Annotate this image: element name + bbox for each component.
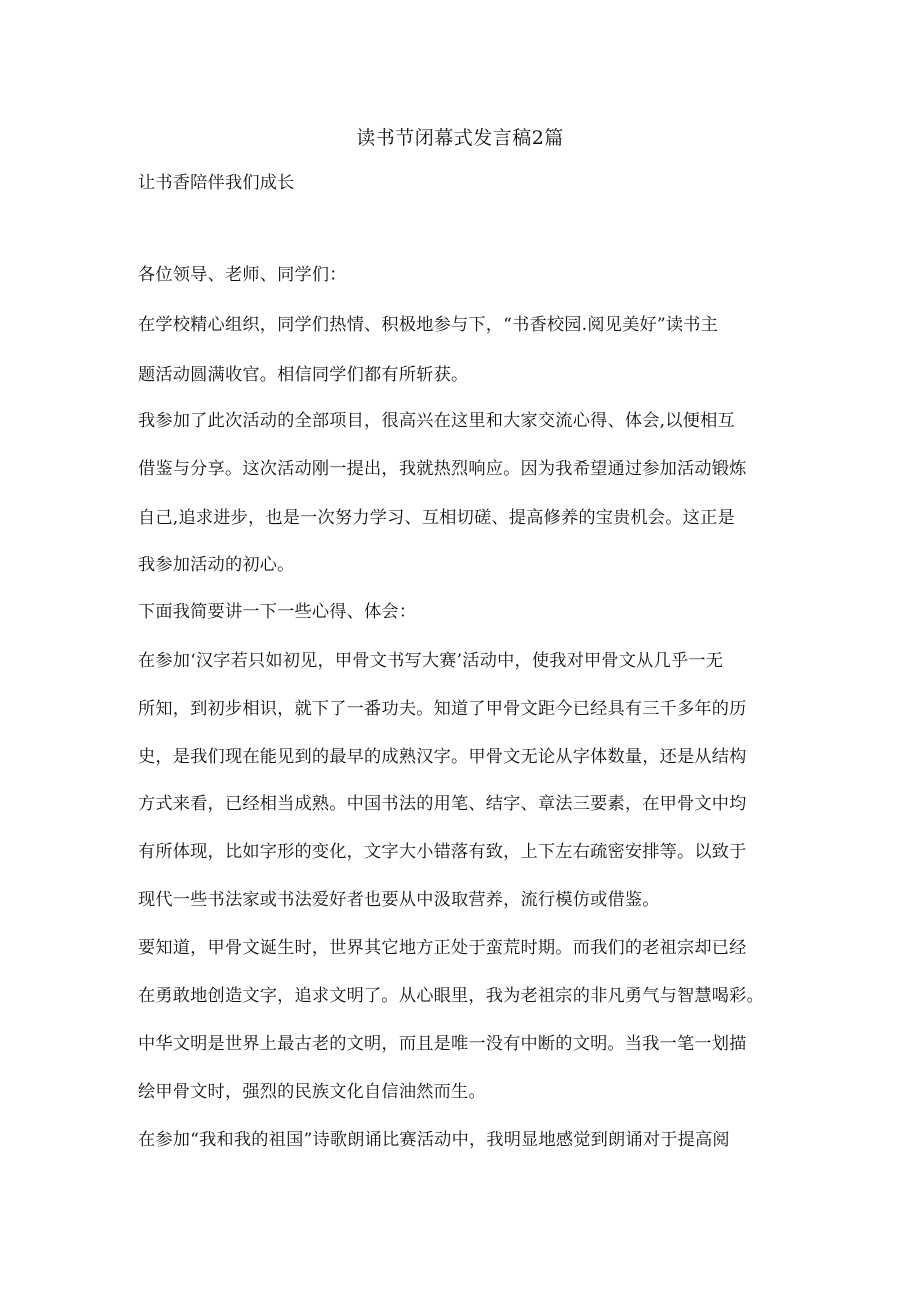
text-line: 在学校精心组织，同学们热情、积极地参与下，“书香校园.阅见美好”读书主	[138, 315, 719, 335]
text-line: 现代一些书法家或书法爱好者也要从中汲取营养，流行模仿或借鉴。	[138, 890, 660, 910]
text-line: 在参加‘汉字若只如初见，甲骨文书写大赛’活动中，使我对甲骨文从几乎一无	[138, 651, 724, 671]
text-line: 自己,追求进步，也是一次努力学习、互相切磋、提高修养的宝贵机会。这正是	[138, 508, 735, 528]
text-line: 绘甲骨文时，强烈的民族文化自信油然而生。	[138, 1082, 486, 1102]
text-line: 方式来看，已经相当成熟。中国书法的用笔、结字、章法三要素，在甲骨文中均	[138, 794, 747, 814]
text-line: 各位领导、老师、同学们：	[138, 265, 347, 285]
text-line: 我参加了此次活动的全部项目，很高兴在这里和大家交流心得、体会,以便相互	[138, 411, 735, 431]
text-line: 我参加活动的初心。	[138, 555, 295, 575]
text-line: 有所体现，比如字形的变化，文字大小错落有致，上下左右疏密安排等。以致于	[138, 842, 747, 862]
text-line: 在勇敢地创造文字，追求文明了。从心眼里，我为老祖宗的非凡勇气与智慧喝彩。	[138, 986, 764, 1006]
text-line: 所知，到初步相识，就下了一番功夫。知道了甲骨文距今已经具有三千多年的历	[138, 699, 747, 719]
text-line: 借鉴与分享。这次活动刚一提出，我就热烈响应。因为我希望通过参加活动锻炼	[138, 459, 747, 479]
text-line: 在参加“我和我的祖国”诗歌朗诵比赛活动中，我明显地感觉到朗诵对于提高阅	[138, 1130, 730, 1150]
text-line: 中华文明是世界上最古老的文明，而且是唯一没有中断的文明。当我一笔一划描	[138, 1034, 747, 1054]
document-subtitle: 让书香陪伴我们成长	[138, 173, 295, 193]
text-line: 下面我简要讲一下一些心得、体会：	[138, 602, 417, 622]
document-title: 读书节闭幕式发言稿2篇	[356, 127, 564, 149]
text-line: 史，是我们现在能见到的最早的成熟汉字。甲骨文无论从字体数量，还是从结构	[138, 747, 747, 767]
text-line: 要知道，甲骨文诞生时，世界其它地方正处于蛮荒时期。而我们的老祖宗却已经	[138, 938, 747, 958]
text-line: 题活动圆满收官。相信同学们都有所斩获。	[138, 365, 469, 385]
